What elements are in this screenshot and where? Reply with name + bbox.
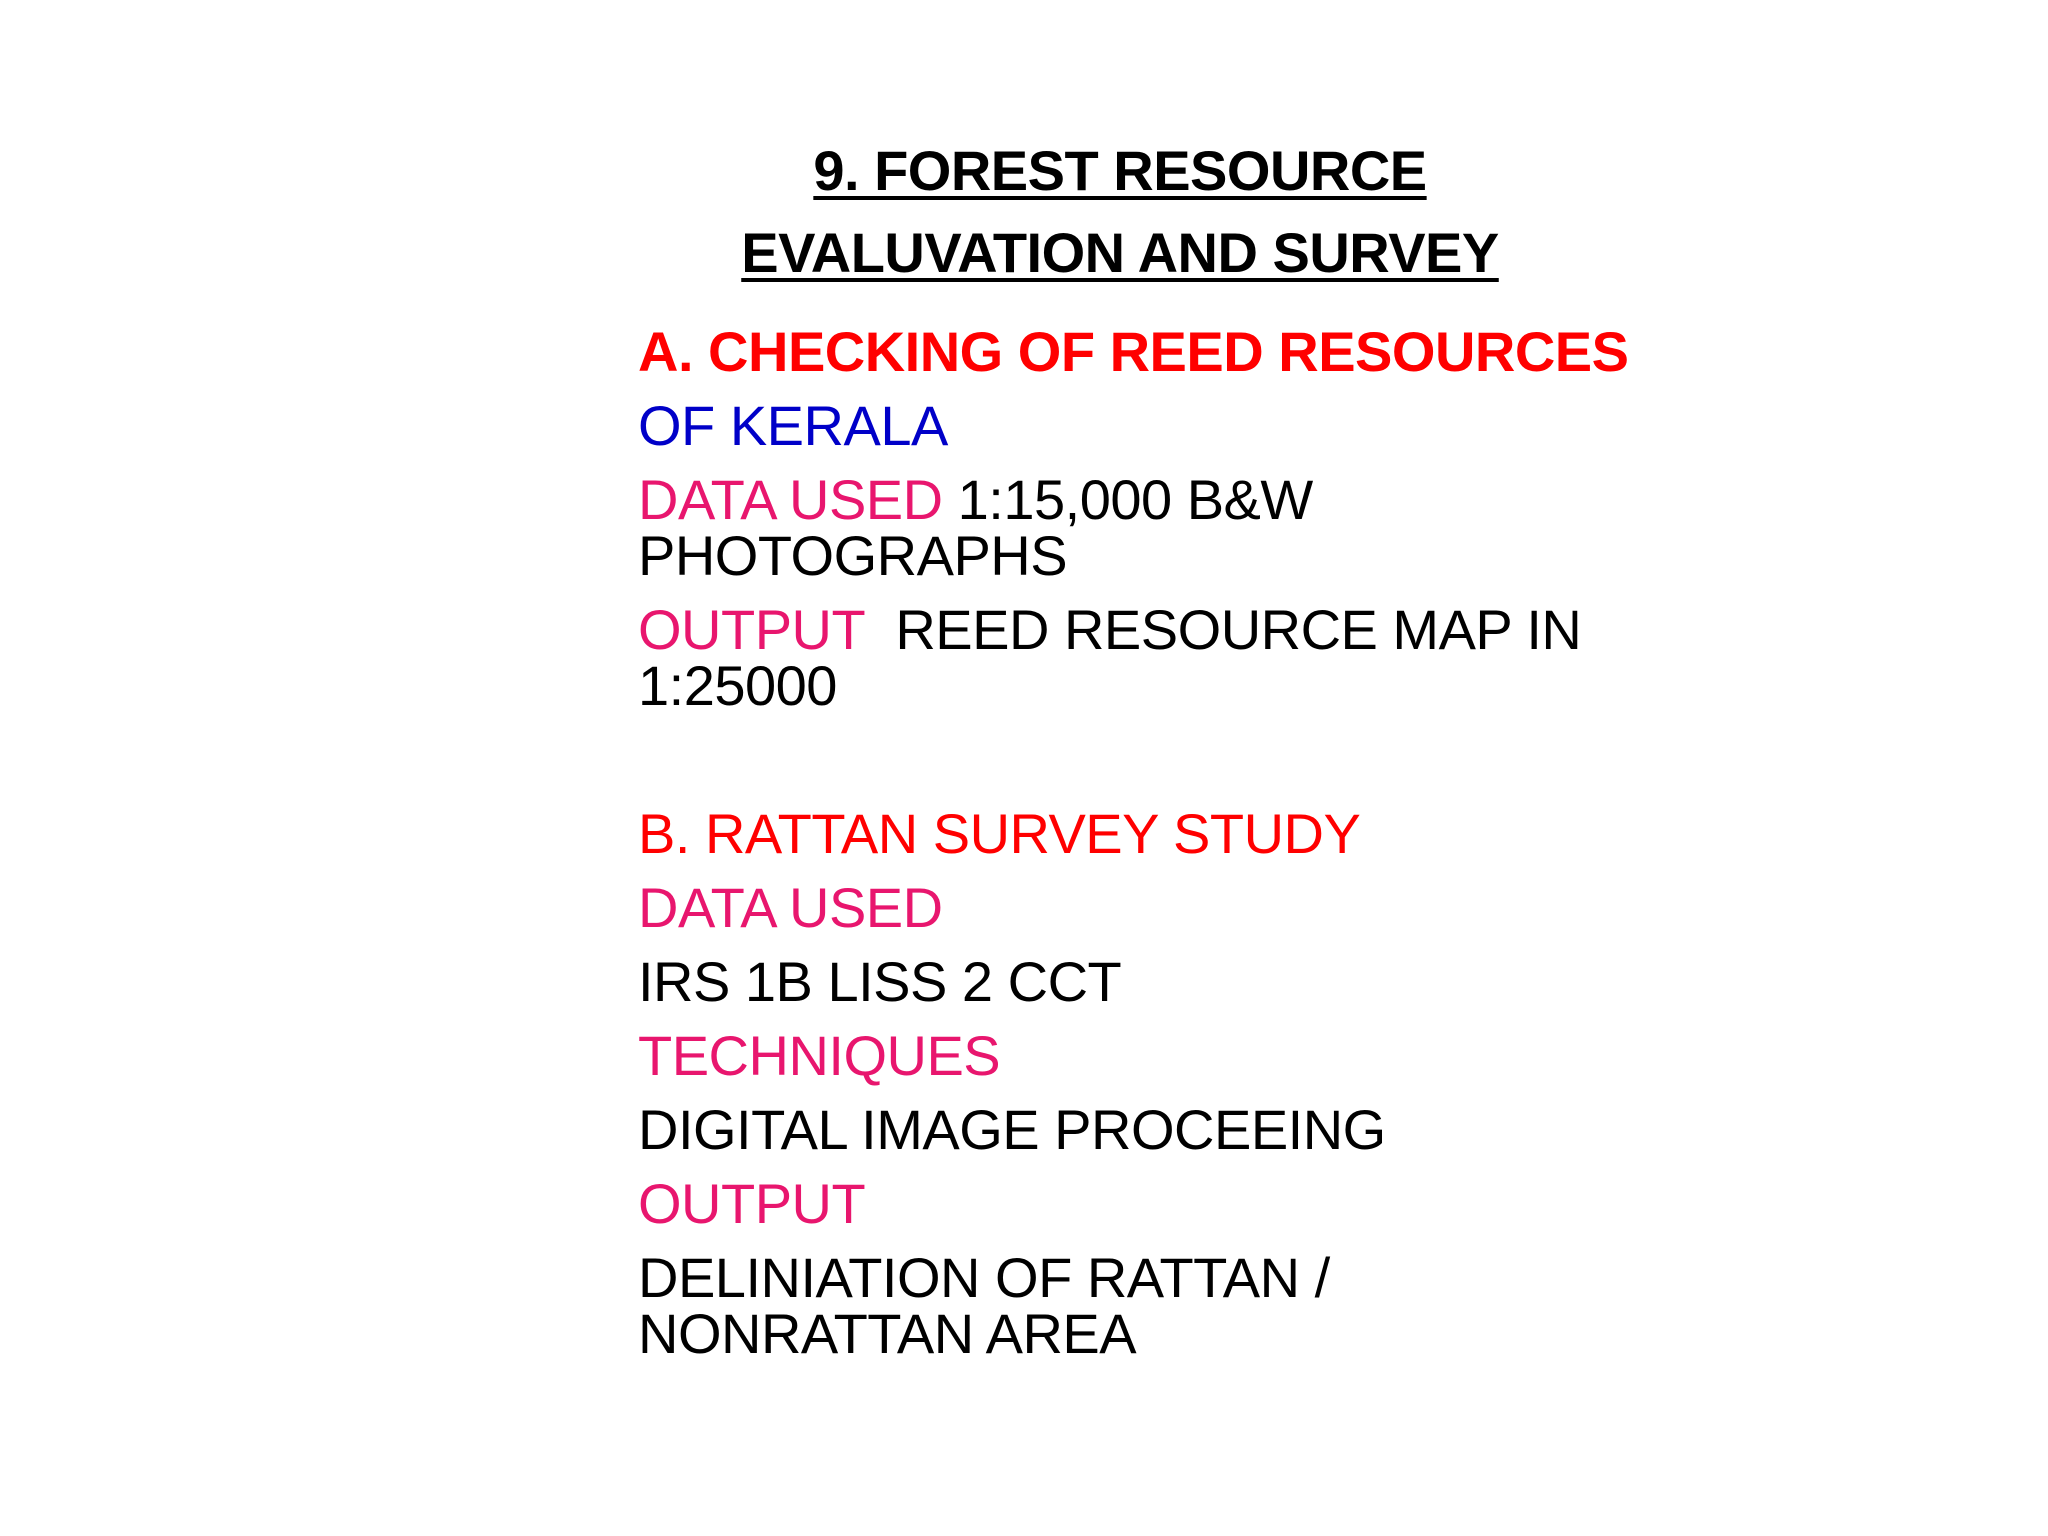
section-b-techniques-value: DIGITAL IMAGE PROCEEING	[638, 1098, 1386, 1161]
section-b-output-label: OUTPUT	[638, 1172, 866, 1235]
section-a-data-used-value-2: PHOTOGRAPHS	[638, 524, 1068, 587]
section-a-output	[638, 598, 1658, 717]
section-a-data-used-value-1: 1:15,000 B&W	[957, 468, 1313, 531]
slide-title	[700, 130, 1540, 294]
slide-body	[638, 320, 1658, 1380]
section-b-output-value	[638, 1246, 1658, 1365]
section-b-output-value-1: DELINIATION OF RATTAN /	[638, 1246, 1330, 1309]
section-b-techniques-label: TECHNIQUES	[638, 1024, 1001, 1087]
section-b-data-used-value: IRS 1B LISS 2 CCT	[638, 950, 1122, 1013]
section-b-data-used-label: DATA USED	[638, 876, 943, 939]
section-spacer	[638, 732, 1658, 806]
section-a-data-used-label: DATA USED	[638, 468, 943, 531]
section-a-heading-continued: OF KERALA	[638, 394, 948, 457]
title-line-1: 9. FOREST RESOURCE	[813, 139, 1427, 202]
section-b-heading: B. RATTAN SURVEY STUDY	[638, 802, 1361, 865]
section-a-output-label: OUTPUT	[638, 598, 866, 661]
section-a-output-value-1: REED RESOURCE MAP IN	[895, 598, 1582, 661]
section-a-heading: A. CHECKING OF REED RESOURCES	[638, 320, 1629, 383]
section-b-output-value-2: NONRATTAN AREA	[638, 1302, 1137, 1365]
title-line-2: EVALUVATION AND SURVEY	[741, 221, 1499, 284]
section-a-data-used	[638, 468, 1658, 587]
section-a-output-value-2: 1:25000	[638, 654, 837, 717]
